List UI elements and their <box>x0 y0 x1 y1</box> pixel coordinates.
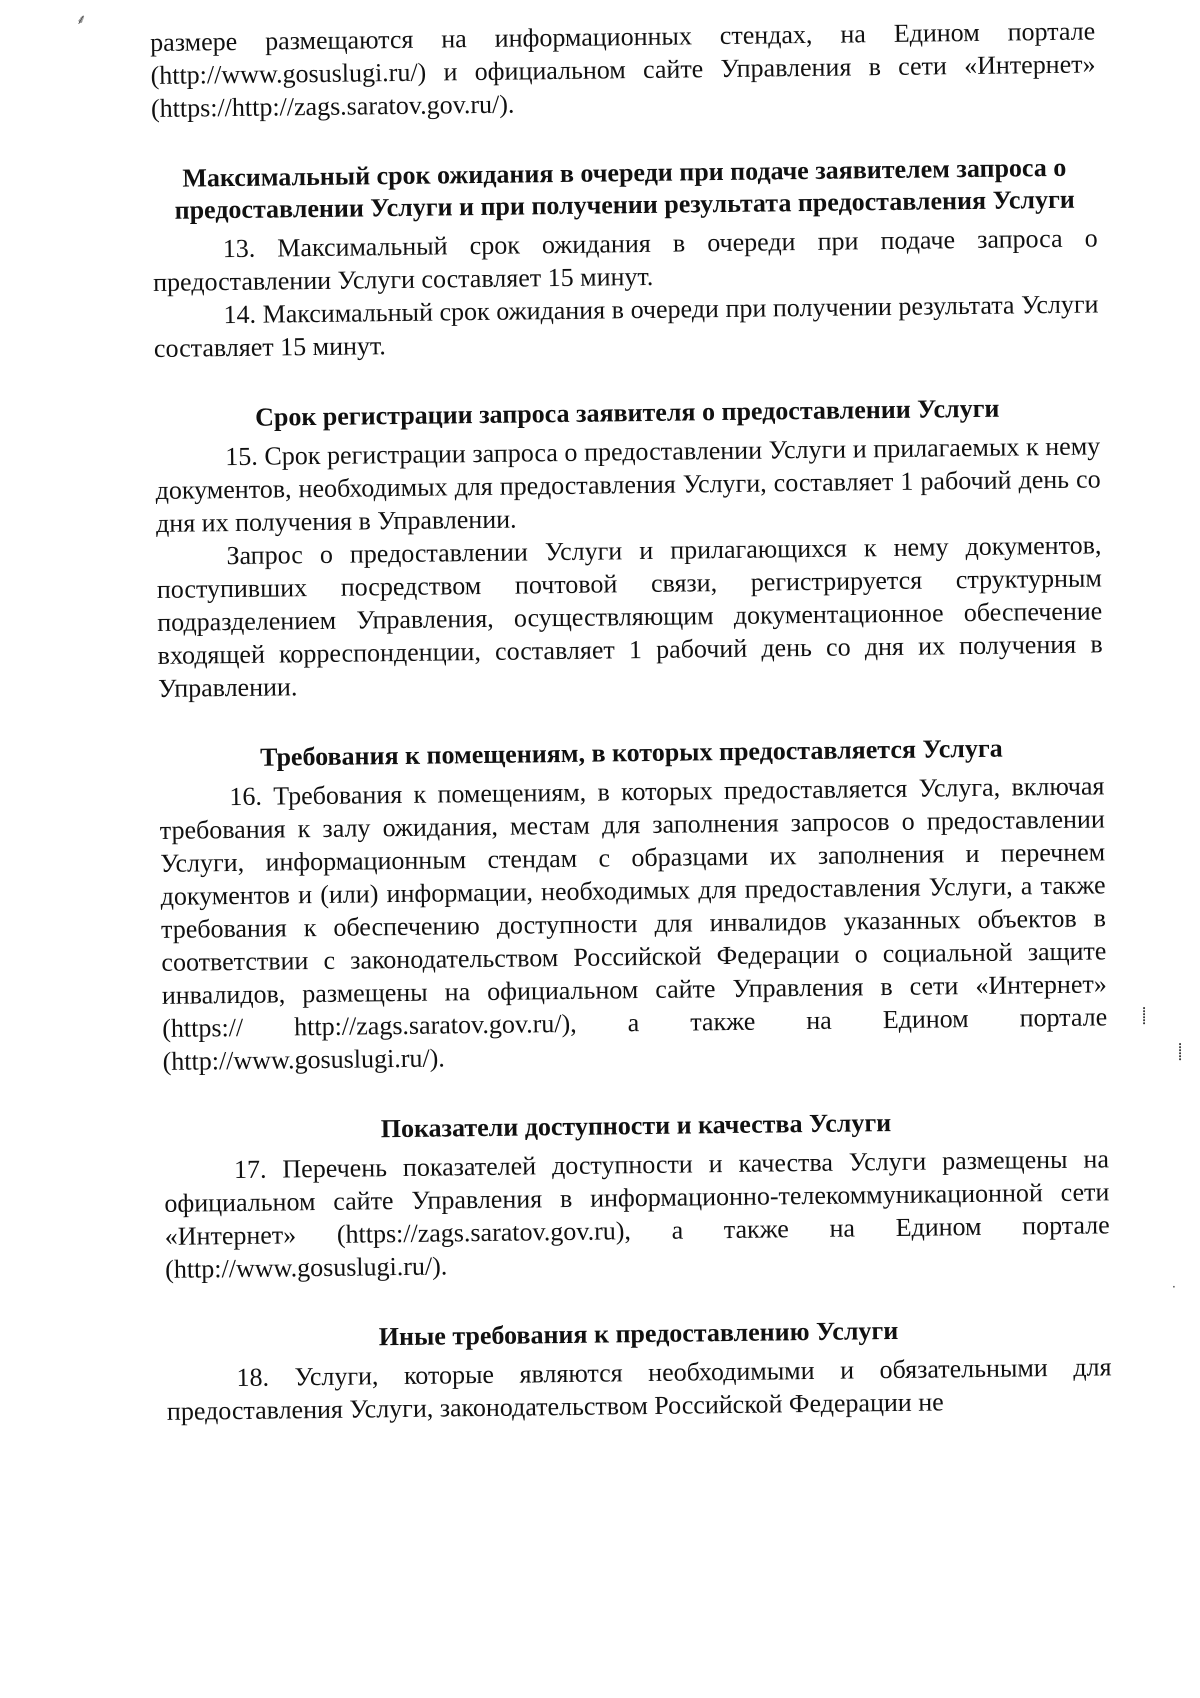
document-body <box>150 14 1112 1427</box>
paragraph-17: 17. Перечень показателей доступности и качества Услуги размещены на официальном сайте Управления в информационно-телекоммуникационной сети «Интернет» (https://zags.saratov.gov.ru), а также на Едином портале (http://www.gosuslugi.ru/). <box>164 1144 1110 1284</box>
paragraph-intro: размере размещаются на информационных стендах, на Едином портале (http://www.gosuslugi.ru/) и официальном сайте Управления в сети «Интернет» (https://http://zags.saratov.gov.ru/). <box>150 16 1096 123</box>
scan-artifact-icon: ⸙ <box>76 12 87 28</box>
section-heading-queue: Максимальный срок ожидания в очереди при подаче заявителем запроса о предоставлении Услуги и при получении результата предоставления Услуги <box>174 152 1075 225</box>
margin-artifact-icon: ⸽ <box>1142 1006 1147 1025</box>
margin-artifact-icon: ⸽ <box>1178 1042 1183 1061</box>
paragraph-15: 15. Срок регистрации запроса о предоставлении Услуги и прилагаемых к нему документов, необходимых для предоставления Услуги, составляет 1 рабочий день со дня их получения в Управлении. <box>155 431 1101 538</box>
section-heading-registration: Срок регистрации запроса заявителя о предоставлении Услуги <box>254 393 1000 432</box>
section-heading-other: Иные требования к предоставлению Услуги <box>378 1315 899 1352</box>
section-heading-quality: Показатели доступности и качества Услуги <box>380 1108 892 1144</box>
margin-artifact-icon: · <box>1172 1280 1176 1294</box>
paragraph-13: 13. Максимальный срок ожидания в очереди при подаче запроса о предоставлении Услуги составляет 15 минут. <box>152 223 1098 297</box>
section-heading-premises: Требования к помещениям, в которых предоставляется Услуга <box>259 733 1003 772</box>
paragraph-15-mail: Запрос о предоставлении Услуги и прилагающихся к нему документов, поступивших посредством почтовой связи, регистрируется структурным подразделением Управления, осуществляющим документационное обеспечение входящей корреспонденции, составляет 1 рабочий день со дня их получения в Управлении. <box>156 530 1103 703</box>
paragraph-14: 14. Максимальный срок ожидания в очереди при получении результата Услуги составляет 15 минут. <box>153 289 1099 363</box>
paragraph-18: 18. Услуги, которые являются необходимыми и обязательными для предоставления Услуги, законодательством Российской Федерации не <box>166 1352 1112 1426</box>
paragraph-16: 16. Требования к помещениям, в которых предоставляется Услуга, включая требования к залу ожидания, местам для заполнения запросов о предоставлении Услуги, информационным стендам с образцами их заполнения и перечнем документов и (или) информации, необходимых для предоставления Услуги, а также требования к обеспечению доступности для инвалидов указанных объектов в соответствии с законодательством Российской Федерации о социальной защите инвалидов, размещены на официальном сайте Управления в сети «Интернет» (https:// http://zags.saratov.gov.ru/), а также на Едином портале (http://www.gosuslugi.ru/). <box>159 771 1108 1076</box>
